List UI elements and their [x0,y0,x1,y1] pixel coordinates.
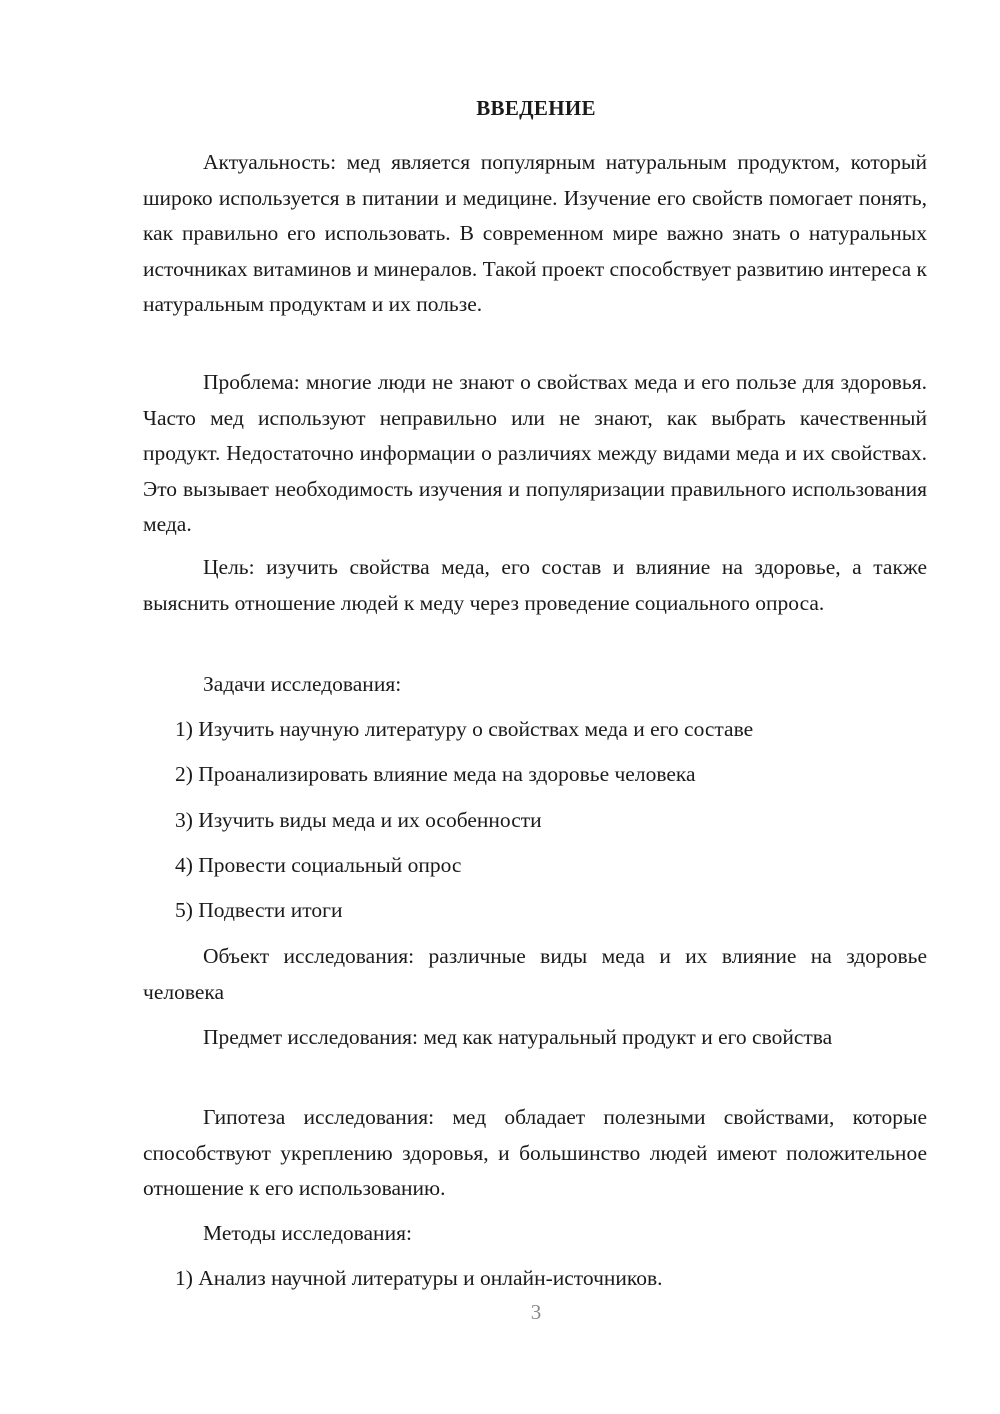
methods-heading: Методы исследования: [203,1221,412,1245]
page-number: 3 [530,1300,542,1324]
paragraph-subject: Предмет исследования: мед как натуральный продукт и его свойства [203,1025,833,1049]
tasks-heading: Задачи исследования: [203,672,402,696]
paragraph-object: Объект исследования: различные виды меда и их влияние на здоровье человека [143,944,927,1004]
task-item-4: 4) Провести социальный опрос [175,853,462,877]
page-title: ВВЕДЕНИЕ [476,96,596,120]
task-item-3: 3) Изучить виды меда и их особенности [175,808,542,832]
paragraph-hypothesis: Гипотеза исследования: мед обладает полезными свойствами, которые способствуют укреплению здоровья, и большинство людей имеют положительное отношение к его использованию. [143,1105,927,1200]
paragraph-problem: Проблема: многие люди не знают о свойствах меда и его пользе для здоровья. Часто мед используют неправильно или не знают, как выбрать качественный продукт. Недостаточно информации о различиях между видами меда и их свойствах. Это вызывает необходимость изучения и популяризации правильного использования меда. [143,370,927,536]
paragraph-relevance: Актуальность: мед является популярным натуральным продуктом, который широко используется в питании и медицине. Изучение его свойств помогает понять, как правильно его использовать. В современном мире важно знать о натуральных источниках витаминов и минералов. Такой проект способствует развитию интереса к натуральным продуктам и их пользе. [143,150,927,316]
paragraph-goal: Цель: изучить свойства меда, его состав и влияние на здоровье, а также выяснить отношение людей к меду через проведение социального опроса. [143,555,927,615]
task-item-5: 5) Подвести итоги [175,898,343,922]
task-item-2: 2) Проанализировать влияние меда на здоровье человека [175,762,696,786]
task-item-1: 1) Изучить научную литературу о свойствах меда и его составе [175,717,754,741]
method-item-1: 1) Анализ научной литературы и онлайн-источников. [175,1266,663,1290]
